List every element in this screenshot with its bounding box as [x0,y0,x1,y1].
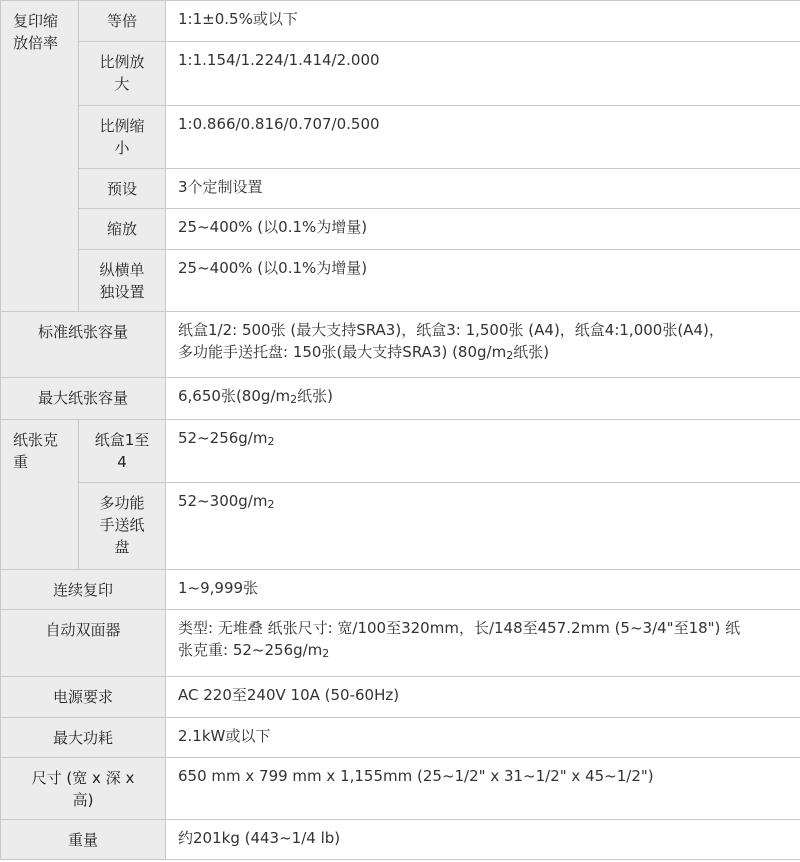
copy-ratio-zoom-value: 25~400% (以0.1%为增量) [166,209,800,250]
spec-row-continuous [1,570,800,610]
size-label: 尺寸 (宽 x 深 x 高) [1,758,166,820]
copy-ratio-zoom-label: 缩放 [79,209,166,250]
copy-ratio-enlarge-value: 1:1.154/1.224/1.414/2.000 [166,42,800,106]
spec-row-consumption [1,718,800,758]
copy-ratio-preset-value: 3个定制设置 [166,169,800,209]
copy-ratio-reduce-label: 比例缩 小 [79,106,166,169]
copy-ratio-xy-value: 25~400% (以0.1%为增量) [166,250,800,312]
spec-row-copy-ratio-preset [1,169,800,209]
weight-value: 约201kg (443~1/4 lb) [166,820,800,860]
copy-ratio-preset-label: 预设 [79,169,166,209]
duplex-label: 自动双面器 [1,610,166,677]
std-paper-value: 纸盒1/2: 500张 (最大支持SRA3)，纸盒3: 1,500张 (A4)，纸盒4:1,000张(A4)， 多功能手送托盘: 150张(最大支持SRA3) ($80g/m_2$纸张) [166,312,800,378]
spec-row-copy-ratio-zoom [1,209,800,250]
continuous-label: 连续复印 [1,570,166,610]
copy-ratio-reduce-value: 1:0.866/0.816/0.707/0.500 [166,106,800,169]
spec-row-weight-bypass [1,483,800,570]
spec-row-weight-tray [1,420,800,483]
spec-row-weight [1,820,800,860]
spec-row-size [1,758,800,820]
copy-ratio-xy-label: 纵横单 独设置 [79,250,166,312]
paper-weight-tray-label: 纸盒1至 4 [79,420,166,483]
duplex-value: 类型: 无堆叠 纸张尺寸: 宽/100至320mm，长/148至457.2mm (5~3/4"至18") 纸 张克重: $52\sim 256g/m_2$ [166,610,800,677]
consumption-label: 最大功耗 [1,718,166,758]
copy-ratio-enlarge-label: 比例放 大 [79,42,166,106]
spec-row-copy-ratio-reduce [1,106,800,169]
power-value: AC 220至240V 10A (50-60Hz) [166,677,800,718]
power-label: 电源要求 [1,677,166,718]
spec-row-power [1,677,800,718]
spec-row-copy-ratio-enlarge [1,42,800,106]
std-paper-label: 标准纸张容量 [1,312,166,378]
weight-label: 重量 [1,820,166,860]
copy-ratio-same-value: 1:1±0.5%或以下 [166,1,800,42]
spec-row-duplex [1,610,800,677]
paper-weight-bypass-label: 多功能 手送纸 盘 [79,483,166,570]
max-paper-label: 最大纸张容量 [1,378,166,420]
paper-weight-bypass-value: $52\sim 300g/m_2$ [166,483,800,570]
paper-weight-label: 纸张克 重 [1,420,79,570]
copy-ratio-same-label: 等倍 [79,1,166,42]
spec-row-copy-ratio-same [1,1,800,42]
consumption-value: 2.1kW或以下 [166,718,800,758]
continuous-value: 1~9,999张 [166,570,800,610]
paper-weight-tray-value: $52\sim 256g/m_2$ [166,420,800,483]
spec-row-std-paper [1,312,800,378]
spec-row-copy-ratio-xy [1,250,800,312]
spec-row-max-paper [1,378,800,420]
size-value: 650 mm x 799 mm x 1,155mm (25~1/2" x 31~1/2" x 45~1/2") [166,758,800,820]
max-paper-value: 6,650张($80g/m_2$纸张) [166,378,800,420]
copy-ratio-label: 复印缩 放倍率 [1,1,79,312]
